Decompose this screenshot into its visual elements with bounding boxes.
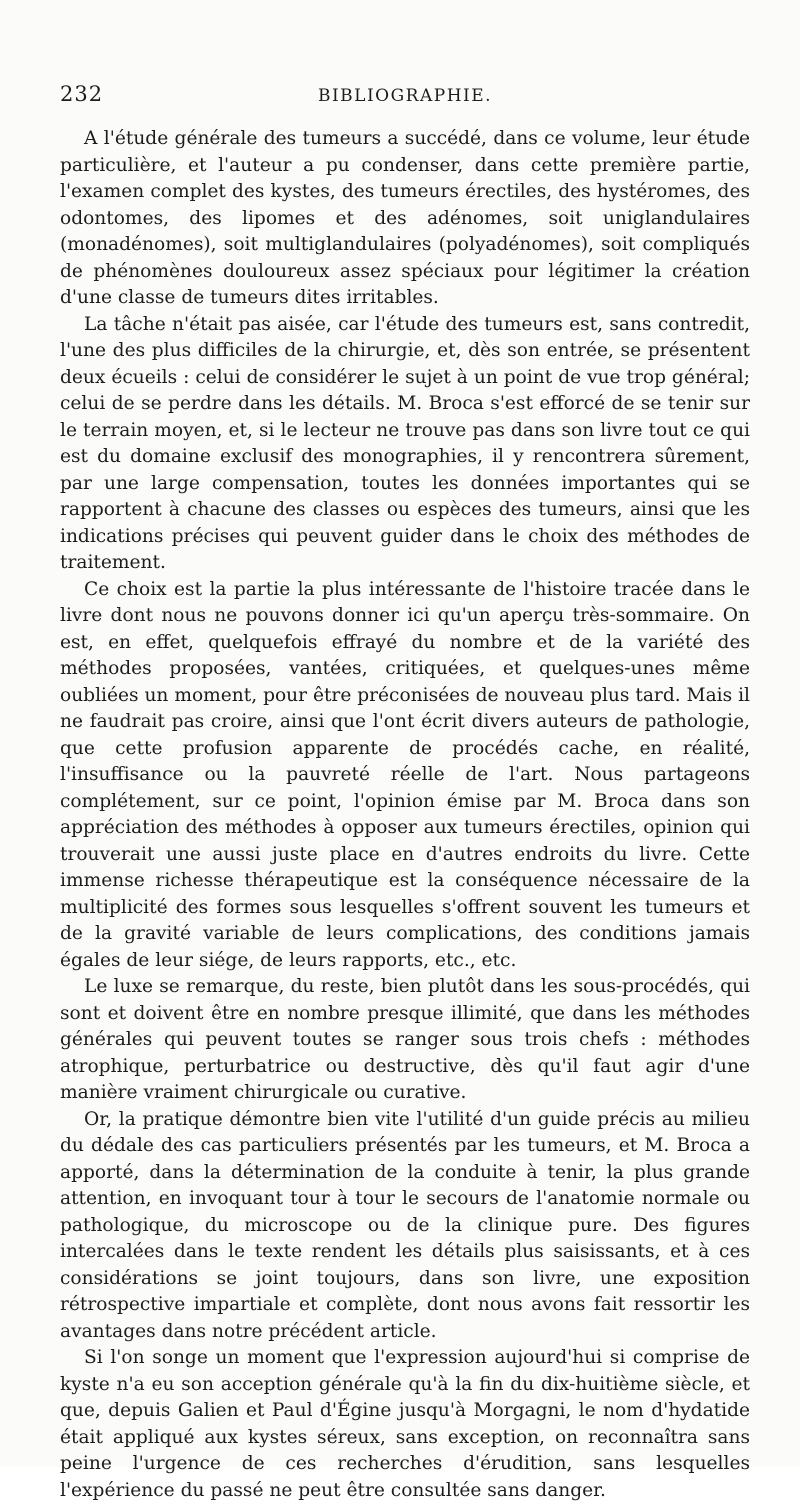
paragraph: La tâche n'était pas aisée, car l'étude des tumeurs est, sans contredit, l'une des plus difficiles de la chirurgie, et, dès son entrée, se présentent deux écueils : celui de considérer le sujet à un point de vue trop général; celui de se perdre dans les détails. M. Broca s'est efforcé de se tenir sur le terrain moyen, et, si le lecteur ne trouve pas dans son livre tout ce qui est du domaine exclusif des monographies, il y rencontrera sûrement, par une large compensation, toutes les données importantes qui se rapportent à chacune des classes ou espèces des tumeurs, ainsi que les indications précises qui peuvent guider dans le choix des méthodes de traitement. [60,313,750,573]
paragraph: Or, la pratique démontre bien vite l'utilité d'un guide précis au milieu du dédale des cas particuliers présentés par les tumeurs, et M. Broca a apporté, dans la détermination de la conduite à tenir, la plus grande attention, en invoquant tour à tour le secours de l'anatomie normale ou pathologique, du microscope ou de la clinique pure. Des figures intercalées dans le texte rendent les détails plus saisissants, et à ces considérations se joint toujours, dans son livre, une exposition rétrospective impartiale et complète, dont nous avons fait ressortir les avantages dans notre précédent article. [60,1108,750,1342]
body-text [60,126,750,1504]
page-number: 232 [60,82,104,106]
running-head [60,82,750,112]
paragraph: Le luxe se remarque, du reste, bien plutôt dans les sous-procédés, qui sont et doivent être en nombre presque illimité, que dans les méthodes générales qui peuvent toutes se ranger sous trois chefs : méthodes atrophique, perturbatrice ou destructive, dès qu'il faut agir d'une manière vraiment chirurgicale ou curative. [60,976,750,1103]
paragraph: A l'étude générale des tumeurs a succédé, dans ce volume, leur étude particulière, et l'auteur a pu condenser, dans cette première partie, l'examen complet des kystes, des tumeurs érectiles, des hystéromes, des odontomes, des lipomes et des adénomes, soit uniglandulaires (monadénomes), soit multiglandulaires (polyadénomes), soit compliqués de phénomènes douloureux assez spéciaux pour légitimer la création d'une classe de tumeurs dites irritables. [60,128,750,308]
paragraph: Ce choix est la partie la plus intéressante de l'histoire tracée dans le livre dont nous ne pouvons donner ici qu'un aperçu très-sommaire. On est, en effet, quelquefois effrayé du nombre et de la variété des méthodes proposées, vantées, critiquées, et quelques-unes même oubliées un moment, pour être préconisées de nouveau plus tard. Mais il ne faudrait pas croire, ainsi que l'ont écrit divers auteurs de pathologie, que cette profusion apparente de procédés cache, en réalité, l'insuffisance ou la pauvreté réelle de l'art. Nous partageons complétement, sur ce point, l'opinion émise par M. Broca dans son appréciation des méthodes à opposer aux tumeurs érectiles, opinion qui trouverait une aussi juste place en d'autres endroits du livre. Cette immense richesse thérapeutique est la conséquence nécessaire de la multiplicité des formes sous lesquelles s'offrent souvent les tumeurs et de la gravité variable de leurs complications, des conditions jamais égales de leur siége, de leurs rapports, etc., etc. [60,578,750,971]
paragraph: Si l'on songe un moment que l'expression aujourd'hui si comprise de kyste n'a eu son acception générale qu'à la fin du dix-huitième siècle, et que, depuis Galien et Paul d'Égine jusqu'à Morgagni, le nom d'hydatide était appliqué aux kystes séreux, sans exception, on reconnaîtra sans peine l'urgence de ces recherches d'érudition, sans lesquelles l'expérience du passé ne peut être consultée sans danger. [60,1347,750,1501]
running-title: BIBLIOGRAPHIE. [317,86,493,106]
